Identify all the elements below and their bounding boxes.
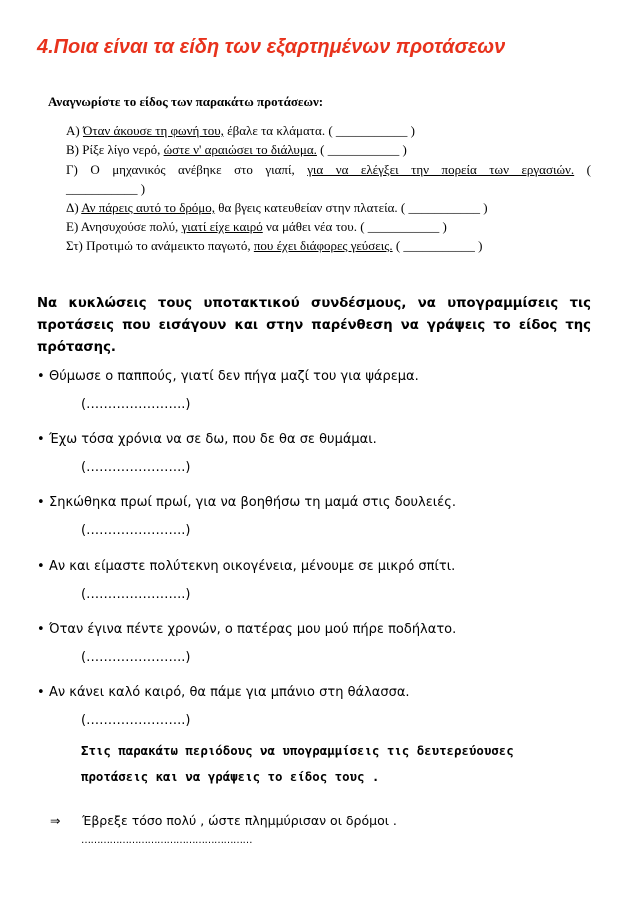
- exercise1-instruction: Αναγνωρίστε το είδος των παρακάτω προτάσεων:: [48, 94, 324, 109]
- exercise3-instruction-line1: Στις παρακάτω περιόδους να υπογραμμίσεις τις δευτερεύουσες: [81, 743, 514, 758]
- sentence-item: [37, 685, 410, 700]
- item-st-suffix: ( ___________ ): [392, 238, 483, 253]
- bullet-icon: •: [37, 369, 45, 384]
- sentence-item: [37, 559, 455, 574]
- sentence-text: Αν και είμαστε πολύτεκνη οικογένεια, μένουμε σε μικρό σπίτι.: [49, 559, 456, 574]
- sentence-item: [37, 369, 419, 384]
- item-b-prefix: Β) Ρίξε λίγο νερό,: [66, 142, 164, 157]
- exercise3-sentence: Έβρεξε τόσο πολύ , ώστε πλημμύρισαν οι δρόμοι .: [82, 813, 397, 828]
- bullet-icon: •: [37, 622, 45, 637]
- answer-blank: (…………………..): [81, 523, 191, 538]
- item-d-suffix: θα βγεις κατευθείαν στην πλατεία. ( ___________ ): [215, 200, 488, 215]
- answer-blank: (…………………..): [81, 713, 191, 728]
- item-b-suffix: ( ___________ ): [316, 142, 407, 157]
- bullet-icon: •: [37, 432, 45, 447]
- item-c-prefix: Γ) Ο μηχανικός ανέβηκε στο γιαπί,: [66, 162, 308, 177]
- sentence-text: Σηκώθηκα πρωί πρωί, για να βοηθήσω τη μαμά στις δουλειές.: [49, 495, 456, 510]
- exercise2-instruction-line2: προτάσεις που εισάγουν και στην παρένθεση να γράψεις το είδος της: [37, 318, 591, 333]
- item-st-prefix: Στ) Προτιμώ το ανάμεικτο παγωτό,: [66, 238, 254, 253]
- sentence-item: [37, 495, 456, 510]
- exercise1-item-a: [66, 123, 415, 139]
- exercise1-item-d: [66, 200, 488, 216]
- item-d-underlined: Αν πάρεις αυτό το δρόμο,: [81, 200, 216, 215]
- bullet-icon: •: [37, 559, 45, 574]
- item-st-underlined: που έχει διάφορες γεύσεις.: [253, 238, 393, 253]
- exercise3-answer-dots: ………………………………………………: [81, 835, 252, 846]
- sentence-text: Αν κάνει καλό καιρό, θα πάμε για μπάνιο στη θάλασσα.: [49, 685, 410, 700]
- exercise1-item-st: [66, 238, 483, 254]
- item-a-prefix: Α): [66, 123, 83, 138]
- exercise1-item-b: [66, 142, 407, 158]
- item-c-underlined: για να ελέγξει την πορεία των εργασιών.: [307, 162, 575, 177]
- exercise2-instruction-line3: πρότασης.: [37, 340, 116, 355]
- bullet-icon: •: [37, 685, 45, 700]
- answer-blank: (…………………..): [81, 460, 191, 475]
- answer-blank: (…………………..): [81, 587, 191, 602]
- sentence-text: Έχω τόσα χρόνια να σε δω, που δε θα σε θυμάμαι.: [49, 432, 377, 447]
- answer-blank: (…………………..): [81, 397, 191, 412]
- exercise2-instruction-line1: Να κυκλώσεις τους υποτακτικού συνδέσμους, να υπογραμμίσεις τις: [37, 296, 591, 311]
- worksheet-title: 4.Ποια είναι τα είδη των εξαρτημένων προτάσεων: [37, 36, 506, 58]
- sentence-item: [37, 432, 377, 447]
- bullet-icon: •: [37, 495, 45, 510]
- item-d-prefix: Δ): [66, 200, 82, 215]
- exercise1-item-e: [66, 219, 447, 235]
- item-e-underlined: γιατί είχε καιρό: [181, 219, 263, 234]
- sentence-text: Θύμωσε ο παππούς, γιατί δεν πήγα μαζί του για ψάρεμα.: [49, 369, 419, 384]
- item-b-underlined: ώστε ν' αραιώσει το διάλυμα.: [163, 142, 317, 157]
- exercise1-item-c: [66, 162, 591, 178]
- arrow-right-icon: ⇒: [50, 813, 61, 828]
- exercise3-sentence-item: [50, 813, 397, 828]
- item-e-suffix: να μάθει νέα του. ( ___________ ): [262, 219, 447, 234]
- item-c-suffix: (: [574, 162, 591, 177]
- exercise2-instruction: [37, 293, 591, 359]
- item-e-prefix: Ε) Ανησυχούσε πολύ,: [66, 219, 182, 234]
- item-a-underlined: Όταν άκουσε τη φωνή του,: [82, 123, 224, 138]
- answer-blank: (…………………..): [81, 650, 191, 665]
- exercise3-instruction-line2: προτάσεις και να γράψεις το είδος τους .: [81, 769, 380, 784]
- sentence-item: [37, 622, 456, 637]
- exercise1-item-c-continuation: ___________ ): [66, 181, 146, 196]
- sentence-text: Όταν έγινα πέντε χρονών, ο πατέρας μου μού πήρε ποδήλατο.: [49, 622, 457, 637]
- item-a-suffix: έβαλε τα κλάματα. ( ___________ ): [223, 123, 415, 138]
